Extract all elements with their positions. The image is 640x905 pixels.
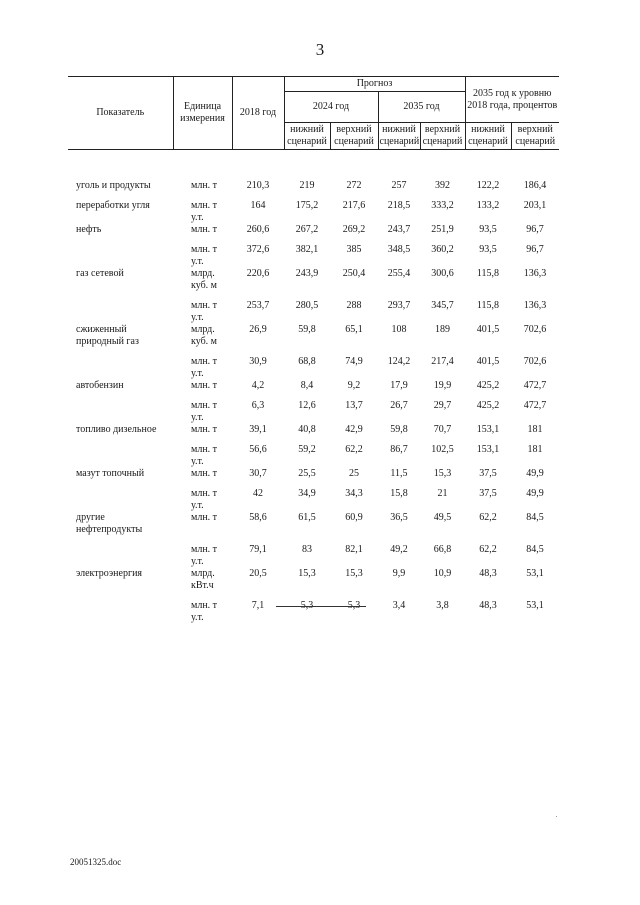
header-ratio-low: нижний сценарий (465, 123, 511, 150)
header-forecast: Прогноз (284, 77, 465, 92)
cell-value: 42 (253, 488, 263, 499)
cell-value: 257 (391, 180, 407, 191)
cell-indicator: уголь и продукты (76, 180, 151, 191)
cell-value: 37,5 (479, 488, 497, 499)
header-ratio-high: верхний сценарий (511, 123, 559, 150)
cell-value: 21 (437, 488, 448, 499)
cell-value: 217,4 (431, 356, 454, 367)
cell-unit: млн. т у.т. (191, 488, 218, 511)
cell-value: 62,2 (479, 512, 497, 523)
cell-value: 84,5 (526, 544, 544, 555)
cell-value: 401,5 (476, 324, 500, 335)
cell-indicator: другие нефтепродукты (76, 512, 143, 535)
cell-value: 5,3 (347, 600, 361, 611)
cell-indicator: сжиженный природный газ (76, 324, 139, 347)
cell-value: 70,7 (433, 424, 452, 435)
cell-value: 345,7 (431, 300, 454, 311)
table-row (68, 512, 559, 544)
header-indicator: Показатель (68, 77, 173, 150)
cell-value: 25 (349, 468, 359, 479)
cell-value: 136,3 (523, 268, 547, 279)
cell-value: 260,6 (246, 224, 270, 235)
cell-value: 68,8 (298, 356, 316, 367)
cell-value: 79,1 (249, 544, 267, 555)
cell-indicator: нефть (76, 224, 102, 235)
page-number: 3 (315, 40, 325, 59)
header-2035-high: верхний сценарий (420, 123, 465, 150)
energy-forecast-table (68, 76, 559, 624)
table-row (68, 356, 559, 380)
cell-value: 219 (299, 180, 315, 191)
cell-value: 17,9 (390, 380, 408, 391)
cell-value: 62,2 (479, 544, 497, 555)
cell-unit: млн. т (191, 512, 218, 523)
cell-indicator (68, 300, 173, 324)
cell-value: 181 (527, 444, 543, 455)
cell-value: 272 (346, 180, 362, 191)
header-2035: 2035 год (378, 92, 465, 123)
cell-unit: млн. т у.т. (191, 300, 218, 323)
cell-indicator: мазут топочный (76, 468, 145, 479)
cell-unit: млн. т (191, 224, 218, 235)
cell-value: 66,8 (433, 544, 452, 555)
cell-value: 84,5 (526, 512, 544, 523)
cell-value: 153,1 (476, 424, 500, 435)
cell-value: 49,5 (433, 512, 452, 523)
table-row (68, 444, 559, 468)
cell-value: 153,1 (476, 444, 500, 455)
cell-value: 218,5 (387, 200, 411, 211)
cell-unit: млрд. куб. м (191, 324, 218, 347)
header-2024-high: верхний сценарий (330, 123, 378, 150)
cell-value: 189 (435, 324, 450, 335)
cell-value: 136,3 (523, 300, 547, 311)
table-row (68, 544, 559, 568)
cell-indicator (68, 244, 173, 268)
cell-value: 288 (346, 300, 362, 311)
table-row (68, 424, 559, 444)
cell-value: 348,5 (387, 244, 411, 255)
cell-value: 34,9 (298, 488, 316, 499)
cell-value: 29,7 (433, 400, 452, 411)
cell-value: 39,1 (249, 424, 267, 435)
cell-value: 5,3 (300, 600, 314, 611)
cell-value: 96,7 (526, 244, 544, 255)
cell-unit: млн. т (191, 180, 218, 191)
table-header (68, 77, 559, 150)
cell-indicator (68, 356, 173, 380)
table-row (68, 400, 559, 424)
cell-indicator: газ сетевой (76, 268, 124, 279)
cell-value: 74,9 (345, 356, 363, 367)
cell-value: 9,9 (392, 568, 406, 579)
table-row (68, 468, 559, 488)
cell-value: 115,8 (476, 268, 500, 279)
cell-unit: млн. т у.т. (191, 400, 218, 423)
cell-value: 124,2 (387, 356, 411, 367)
cell-value: 59,8 (298, 324, 316, 335)
cell-value: 49,9 (526, 468, 544, 479)
cell-value: 58,6 (249, 512, 267, 523)
cell-value: 30,7 (249, 468, 267, 479)
cell-value: 360,2 (431, 244, 454, 255)
cell-value: 280,5 (295, 300, 319, 311)
cell-unit: млн. т у.т. (191, 444, 218, 467)
cell-indicator: топливо дизельное (76, 424, 157, 435)
cell-value: 83 (302, 544, 312, 555)
cell-value: 4,2 (251, 380, 265, 391)
cell-value: 82,1 (345, 544, 363, 555)
cell-value: 48,3 (479, 568, 497, 579)
table-row (68, 200, 559, 224)
cell-value: 702,6 (523, 356, 547, 367)
cell-value: 19,9 (433, 380, 452, 391)
cell-value: 62,2 (345, 444, 363, 455)
cell-value: 186,4 (523, 180, 547, 191)
cell-value: 65,1 (345, 324, 363, 335)
cell-value: 53,1 (526, 600, 544, 611)
table-row (68, 244, 559, 268)
table-row (68, 568, 559, 600)
cell-value: 9,2 (347, 380, 361, 391)
cell-value: 15,3 (345, 568, 363, 579)
cell-unit: млн. т у.т. (191, 544, 218, 567)
cell-unit: млн. т у.т. (191, 244, 218, 267)
cell-value: 115,8 (476, 300, 500, 311)
cell-value: 267,2 (295, 224, 319, 235)
cell-value: 108 (391, 324, 407, 335)
cell-value: 203,1 (523, 200, 547, 211)
cell-value: 220,6 (246, 268, 270, 279)
cell-value: 15,3 (298, 568, 316, 579)
divider-line (276, 606, 366, 607)
cell-indicator: электроэнергия (76, 568, 143, 579)
cell-value: 48,3 (479, 600, 497, 611)
cell-value: 253,7 (246, 300, 270, 311)
cell-value: 372,6 (246, 244, 270, 255)
cell-value: 392 (435, 180, 450, 191)
cell-value: 59,2 (298, 444, 316, 455)
cell-value: 59,8 (390, 424, 408, 435)
table-row (68, 300, 559, 324)
cell-indicator (68, 600, 173, 624)
cell-value: 243,9 (295, 268, 319, 279)
cell-value: 300,6 (431, 268, 454, 279)
cell-value: 6,3 (251, 400, 265, 411)
cell-value: 181 (527, 424, 543, 435)
cell-value: 425,2 (476, 380, 500, 391)
cell-unit: млн. т у.т. (191, 600, 218, 623)
cell-value: 12,6 (298, 400, 316, 411)
cell-value: 49,9 (526, 488, 544, 499)
cell-value: 702,6 (523, 324, 547, 335)
cell-indicator: автобензин (76, 380, 124, 391)
cell-value: 26,7 (390, 400, 408, 411)
cell-value: 251,9 (431, 224, 454, 235)
cell-value: 30,9 (249, 356, 267, 367)
header-2035-low: нижний сценарий (378, 123, 420, 150)
cell-unit: млн. т (191, 380, 218, 391)
cell-value: 60,9 (345, 512, 363, 523)
table-row (68, 224, 559, 244)
cell-value: 56,6 (249, 444, 267, 455)
cell-unit: млрд. куб. м (191, 268, 218, 291)
cell-value: 164 (250, 200, 266, 211)
cell-value: 49,2 (390, 544, 408, 555)
cell-value: 210,3 (246, 180, 270, 191)
table-body (68, 150, 559, 625)
cell-value: 217,6 (342, 200, 366, 211)
cell-value: 26,9 (249, 324, 267, 335)
cell-indicator: переработки угля (76, 200, 150, 211)
cell-value: 385 (346, 244, 362, 255)
cell-value: 15,3 (433, 468, 452, 479)
cell-value: 93,5 (479, 224, 497, 235)
cell-value: 96,7 (526, 224, 544, 235)
cell-value: 133,2 (476, 200, 500, 211)
cell-value: 40,8 (298, 424, 316, 435)
cell-value: 34,3 (345, 488, 363, 499)
cell-value: 333,2 (431, 200, 454, 211)
cell-value: 293,7 (387, 300, 411, 311)
cell-value: 472,7 (523, 380, 547, 391)
header-2024-low: нижний сценарий (284, 123, 330, 150)
cell-value: 37,5 (479, 468, 497, 479)
cell-value: 25,5 (298, 468, 316, 479)
cell-value: 269,2 (342, 224, 366, 235)
cell-value: 243,7 (387, 224, 411, 235)
cell-value: 8,4 (300, 380, 314, 391)
cell-value: 11,5 (390, 468, 408, 479)
header-2024: 2024 год (284, 92, 378, 123)
table-row (68, 324, 559, 356)
cell-unit: млн. т у.т. (191, 356, 218, 379)
cell-unit: млрд. кВт.ч (191, 568, 215, 591)
footer-doc-name: 20051325.doc (70, 857, 122, 867)
cell-unit: млн. т у.т. (191, 200, 218, 223)
cell-value: 13,7 (345, 400, 363, 411)
table-row (68, 180, 559, 200)
cell-value: 3,8 (436, 600, 449, 611)
table-row (68, 268, 559, 300)
cell-indicator (68, 488, 173, 512)
cell-indicator (68, 444, 173, 468)
cell-value: 401,5 (476, 356, 500, 367)
cell-value: 42,9 (345, 424, 363, 435)
cell-value: 10,9 (433, 568, 452, 579)
cell-value: 36,5 (390, 512, 408, 523)
cell-unit: млн. т (191, 468, 218, 479)
cell-value: 122,2 (476, 180, 500, 191)
cell-value: 425,2 (476, 400, 500, 411)
header-ratio: 2035 год к уровню 2018 года, процентов (465, 77, 559, 123)
cell-value: 53,1 (526, 568, 544, 579)
cell-value: 61,5 (298, 512, 316, 523)
cell-value: 15,8 (390, 488, 408, 499)
cell-value: 20,5 (249, 568, 267, 579)
cell-unit: млн. т (191, 424, 218, 435)
cell-value: 175,2 (295, 200, 319, 211)
cell-value: 7,1 (251, 600, 265, 611)
cell-value: 472,7 (523, 400, 547, 411)
table-row (68, 600, 559, 624)
header-2018: 2018 год (232, 77, 284, 150)
cell-value: 93,5 (479, 244, 497, 255)
cell-value: 250,4 (342, 268, 366, 279)
table-row (68, 488, 559, 512)
header-unit: Единица измерения (173, 77, 232, 150)
cell-value: 3,4 (392, 600, 406, 611)
cell-indicator (68, 400, 173, 424)
table-row (68, 380, 559, 400)
cell-value: 86,7 (390, 444, 408, 455)
cell-value: 382,1 (295, 244, 319, 255)
page-speck (556, 816, 557, 817)
cell-value: 102,5 (431, 444, 454, 455)
cell-indicator (68, 544, 173, 568)
cell-value: 255,4 (387, 268, 411, 279)
